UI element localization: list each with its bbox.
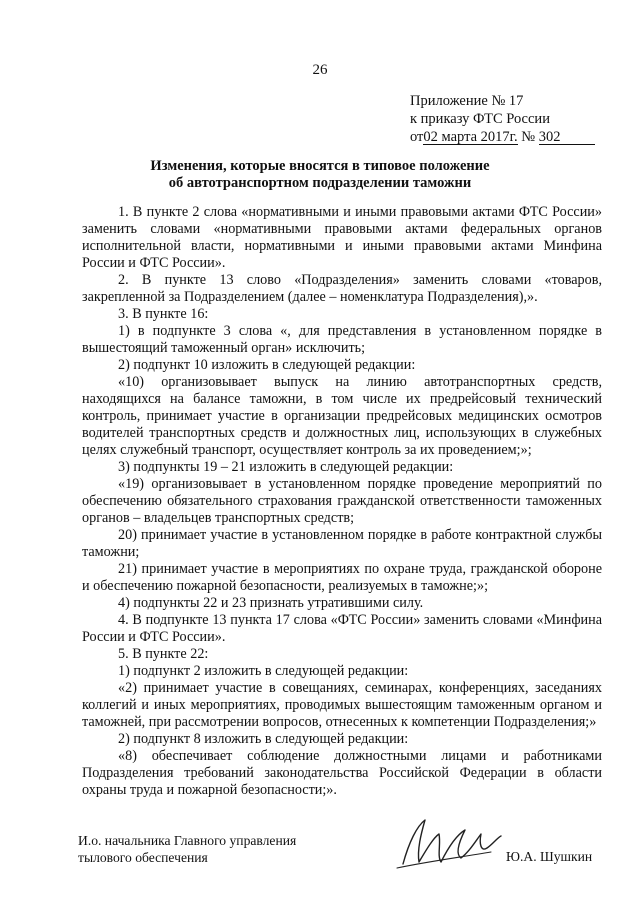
paragraph: 3. В пункте 16:: [118, 306, 209, 322]
title-line-2: об автотранспортном подразделении таможни: [168, 175, 472, 191]
paragraph: «19) организовывает в установленном порядке проведение мероприятий по обеспечению обязательного страхования гражданской ответственности таможенных органов – владельцев транспортных средств;: [82, 476, 602, 526]
paragraph: 3) подпункты 19 – 21 изложить в следующей редакции:: [118, 459, 454, 475]
signatory-position-line-1: И.о. начальника Главного управления: [78, 833, 297, 848]
paragraph: 1) в подпункте 3 слова «, для представления в установленном порядке в вышестоящий таможенный орган» исключить;: [82, 323, 602, 356]
appendix-date: 02 марта 2017г.: [423, 129, 518, 145]
paragraph: 2) подпункт 10 изложить в следующей редакции:: [118, 357, 416, 373]
appendix-number: 302: [539, 130, 595, 145]
document-body: [82, 204, 602, 799]
signatory-position: [78, 832, 296, 866]
paragraph: «8) обеспечивает соблюдение должностными лицами и работниками Подразделения требований законодательства Российской Федерации в области охраны труда и пожарной безопасности;».: [82, 748, 602, 798]
paragraph: 21) принимает участие в мероприятиях по охране труда, гражданской обороне и обеспечению пожарной безопасности, реализуемых в таможне;»;: [82, 561, 602, 594]
appendix-date-prefix: от: [410, 129, 424, 145]
appendix-header: [410, 92, 595, 146]
signatory-position-line-2: тылового обеспечения: [78, 850, 208, 865]
paragraph: 4. В подпункте 13 пункта 17 слова «ФТС России» заменить словами «Минфина России и ФТС России».: [82, 612, 602, 645]
paragraph: «2) принимает участие в совещаниях, семинарах, конференциях, заседаниях коллегий и иных мероприятиях, проводимых вышестоящим таможенным органом и таможней, при рассмотрении вопросов, отнесенных к компетенции Подразделения;»: [82, 680, 602, 730]
appendix-line-1: Приложение № 17: [410, 93, 524, 109]
document-title: [0, 158, 640, 192]
paragraph: 20) принимает участие в установленном порядке в работе контрактной службы таможни;: [82, 527, 602, 560]
paragraph: 2. В пункте 13 слово «Подразделения» заменить словами «товаров, закрепленной за Подразделением (далее – номенклатура Подразделения),».: [82, 272, 602, 305]
paragraph: 2) подпункт 8 изложить в следующей редакции:: [118, 731, 409, 747]
signatory-name: Ю.А. Шушкин: [506, 849, 593, 864]
appendix-line-2: к приказу ФТС России: [410, 111, 550, 127]
appendix-line-3: [410, 128, 595, 146]
paragraph: 1. В пункте 2 слова «нормативными и иными правовыми актами ФТС России» заменить словами «нормативными правовыми актами федеральных органов исполнительной власти, нормативными и иными правовыми актами Минфина России и ФТС России».: [82, 204, 602, 271]
paragraph: 1) подпункт 2 изложить в следующей редакции:: [118, 663, 409, 679]
title-line-1: Изменения, которые вносятся в типовое положение: [150, 158, 490, 174]
appendix-number-label: №: [521, 129, 536, 145]
paragraph: 4) подпункты 22 и 23 признать утратившими силу.: [118, 595, 424, 611]
paragraph: «10) организовывает выпуск на линию автотранспортных средств, находящихся на балансе таможни, в том числе их предрейсовый технический контроль, принимает участие в организации предрейсовых медицинских осмотров водителей транспортных средств и должностных лиц, использующих в служебных целях служебный транспорт, осуществляет контроль за их проведением;»;: [82, 374, 602, 458]
handwritten-signature: [395, 812, 505, 874]
paragraph: 5. В пункте 22:: [118, 646, 209, 662]
page-number: 26: [312, 62, 328, 78]
